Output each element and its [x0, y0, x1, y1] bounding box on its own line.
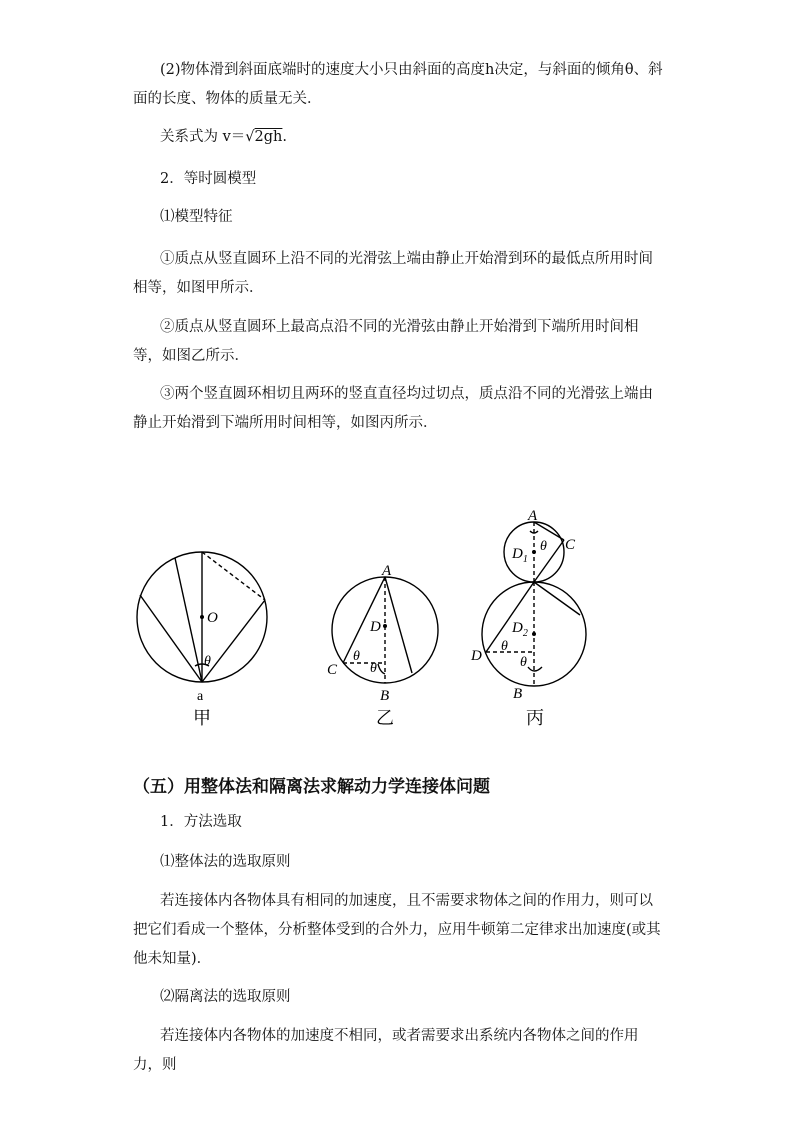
- bing-label-D2: [511, 620, 528, 639]
- yi-center-dot: [383, 624, 387, 628]
- section-2-title: 2．等时圆模型: [160, 171, 257, 187]
- figure-yi: [332, 577, 438, 683]
- yi-label-A: A: [382, 563, 392, 579]
- jia-label-theta: θ: [204, 654, 211, 669]
- isochronous-circle-figures: [0, 500, 794, 760]
- method-selection-title: 1．方法选取: [160, 814, 242, 830]
- bing-label-D2-letter: D: [512, 620, 523, 636]
- feature-3: ③两个竖直圆环相切且两环的竖直直径均过切点，质点沿不同的光滑弦上端由静止开始滑到下端所用时间相等，如图丙所示．: [133, 386, 653, 431]
- isolation-method-title: ⑵隔离法的选取原则: [160, 989, 291, 1005]
- yi-label-theta-2: θ: [370, 661, 377, 676]
- formula-radicand: 2gh: [254, 129, 283, 145]
- formula-line: [160, 123, 663, 152]
- subsection-model-features: ⑴模型特征: [160, 209, 233, 225]
- formula-prefix: 关系式为 v＝√: [160, 129, 255, 145]
- yi-label-C: C: [327, 662, 338, 678]
- yi-label-B: B: [380, 688, 390, 704]
- jia-label-O: O: [207, 610, 218, 626]
- bing-label-B: B: [513, 686, 523, 702]
- bing-label-D: D: [471, 648, 482, 664]
- feature-1: ①质点从竖直圆环上沿不同的光滑弦上端由静止开始滑到环的最低点所用时间相等，如图甲所示．: [133, 251, 653, 296]
- jia-center-dot: [200, 615, 204, 619]
- whole-method-paragraph: 若连接体内各物体具有相同的加速度，且不需要求物体之间的作用力，则可以把它们看成一个整体，分析整体受到的合外力，应用牛顿第二定律求出加速度(或其他未知量)．: [133, 893, 661, 967]
- bing-label-theta-1: θ: [540, 539, 547, 554]
- section-5-heading: （五）用整体法和隔离法求解动力学连接体问题: [133, 777, 490, 797]
- bing-label-D1-subscript: 1: [522, 554, 528, 565]
- yi-label-theta-1: θ: [353, 649, 360, 664]
- bing-caption: 丙: [526, 708, 544, 728]
- paragraph-velocity-factors: (2)物体滑到斜面底端时的速度大小只由斜面的高度h决定，与斜面的倾角θ、斜面的长度、物体的质量无关．: [133, 62, 663, 107]
- bing-label-D2-subscript: 2: [522, 628, 528, 639]
- yi-label-D: D: [370, 619, 381, 635]
- bing-label-C: C: [565, 537, 576, 553]
- bing-label-D1: [511, 546, 528, 565]
- bing-label-A: A: [528, 508, 538, 524]
- bing-d1-dot: [532, 550, 536, 554]
- yi-caption: 乙: [376, 708, 394, 728]
- isolation-method-paragraph: 若连接体内各物体的加速度不相同，或者需要求出系统内各物体之间的作用力，则: [133, 1028, 639, 1073]
- feature-2: ②质点从竖直圆环上最高点沿不同的光滑弦由静止开始滑到下端所用时间相等，如图乙所示．: [133, 319, 639, 364]
- bing-label-theta-3: θ: [520, 655, 527, 670]
- bing-d2-dot: [532, 632, 536, 636]
- whole-method-title: ⑴整体法的选取原则: [160, 854, 291, 870]
- jia-label-a: a: [197, 689, 204, 704]
- formula-suffix: .: [282, 129, 288, 145]
- bing-label-theta-2: θ: [501, 639, 508, 654]
- bing-label-D1-letter: D: [512, 546, 523, 562]
- jia-caption: 甲: [193, 708, 211, 728]
